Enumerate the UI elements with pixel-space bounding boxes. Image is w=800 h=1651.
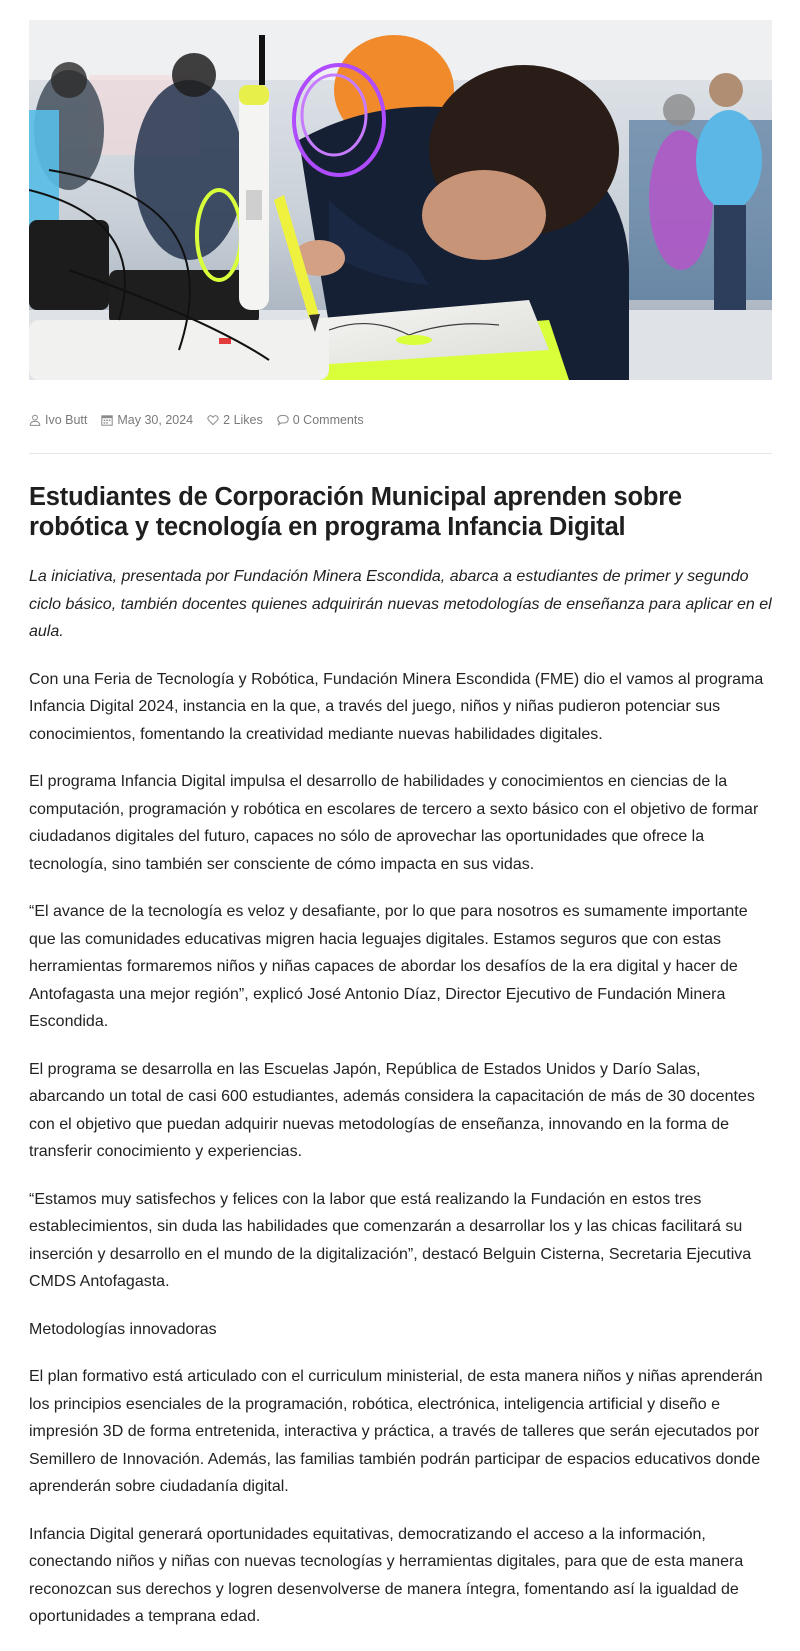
meta-date <box>101 413 193 427</box>
section-subheading: Metodologías innovadoras <box>29 1320 217 1338</box>
paragraph: “Estamos muy satisfechos y felices con la labor que está realizando la Fundación en estos tres establecimientos, sin duda las habilidades que comenzarán a desarrollar los y las chicas facilitará su inserción y desarrollo en el mundo de la digitalización”, destacó Belguin Cisterna, Secretaria Ejecutiva CMDS Antofagasta. <box>29 1190 752 1290</box>
divider <box>29 453 772 454</box>
author-link[interactable]: Ivo Butt <box>45 413 88 427</box>
paragraph: El plan formativo está articulado con el curriculum ministerial, de esta manera niños y niñas aprenderán los principios esenciales de la programación, robótica, electrónica, inteligencia artificial y diseño e impresión 3D de forma entretenida, interactiva y práctica, a través de talleres que serán ejecutados por Semillero de Innovación. Además, las familias también podrán participar de espacios educativos donde aprenderán sobre ciudadanía digital. <box>29 1368 763 1495</box>
calendar-icon <box>101 414 113 426</box>
comment-icon <box>277 414 289 426</box>
likes-link[interactable]: 2 Likes <box>223 413 263 427</box>
featured-image[interactable] <box>29 20 772 380</box>
article <box>29 0 772 1631</box>
featured-image-illustration <box>29 20 772 380</box>
paragraph: Infancia Digital generará oportunidades equitativas, democratizando el acceso a la información, conectando niños y niñas con nuevas tecnologías y herramientas digitales, para que de esta manera reconozcan sus derechos y logren desenvolverse de manera íntegra, fomentando así la igualdad de oportunidades a temprana edad. <box>29 1525 744 1625</box>
article-lead: La iniciativa, presentada por Fundación Minera Escondida, abarca a estudiantes de primer y segundo ciclo básico, también docentes quienes adquirirán nuevas metodologías de enseñanza para aplicar en el aula. <box>29 568 772 640</box>
post-date: May 30, 2024 <box>117 413 194 427</box>
meta-author[interactable] <box>29 413 87 427</box>
paragraph: El programa se desarrolla en las Escuelas Japón, República de Estados Unidos y Darío Salas, abarcando un total de casi 600 estudiantes, además considera la capacitación de más de 30 docentes con el objetivo que puedan adquirir nuevas metodologías de enseñanza, innovando en la forma de transferir conocimiento y experiencias. <box>29 1060 755 1160</box>
paragraph: El programa Infancia Digital impulsa el desarrollo de habilidades y conocimientos en ciencias de la computación, programación y robótica en escolares de tercero a sexto básico con el objetivo de formar ciudadanos digitales del futuro, capaces no sólo de aprovechar las oportunidades que ofrece la tecnología, sino también ser consciente de cómo impacta en sus vidas. <box>29 773 759 873</box>
paragraph: Con una Feria de Tecnología y Robótica, Fundación Minera Escondida (FME) dio el vamos al programa Infancia Digital 2024, instancia en la que, a través del juego, niños y niñas pudieron potenciar sus conocimientos, fomentando la creatividad mediante nuevas habilidades digitales. <box>29 670 764 743</box>
paragraph: “El avance de la tecnología es veloz y desafiante, por lo que para nosotros es sumamente importante que las comunidades educativas migren hacia leguajes digitales. Estamos seguros que con estas herramientas formaremos niños y niñas capaces de abordar los desafíos de la era digital y hacer de Antofagasta una mejor región”, explicó José Antonio Díaz, Director Ejecutivo de Fundación Minera Escondida. <box>29 903 748 1030</box>
article-body <box>29 666 772 1631</box>
meta-comments[interactable] <box>277 413 364 427</box>
post-meta <box>29 411 772 429</box>
meta-likes[interactable] <box>207 413 263 427</box>
article-title: Estudiantes de Corporación Municipal aprenden sobre robótica y tecnología en programa Infancia Digital <box>29 483 682 541</box>
user-icon <box>29 414 41 426</box>
heart-icon <box>207 414 219 426</box>
comments-link[interactable]: 0 Comments <box>292 413 364 427</box>
